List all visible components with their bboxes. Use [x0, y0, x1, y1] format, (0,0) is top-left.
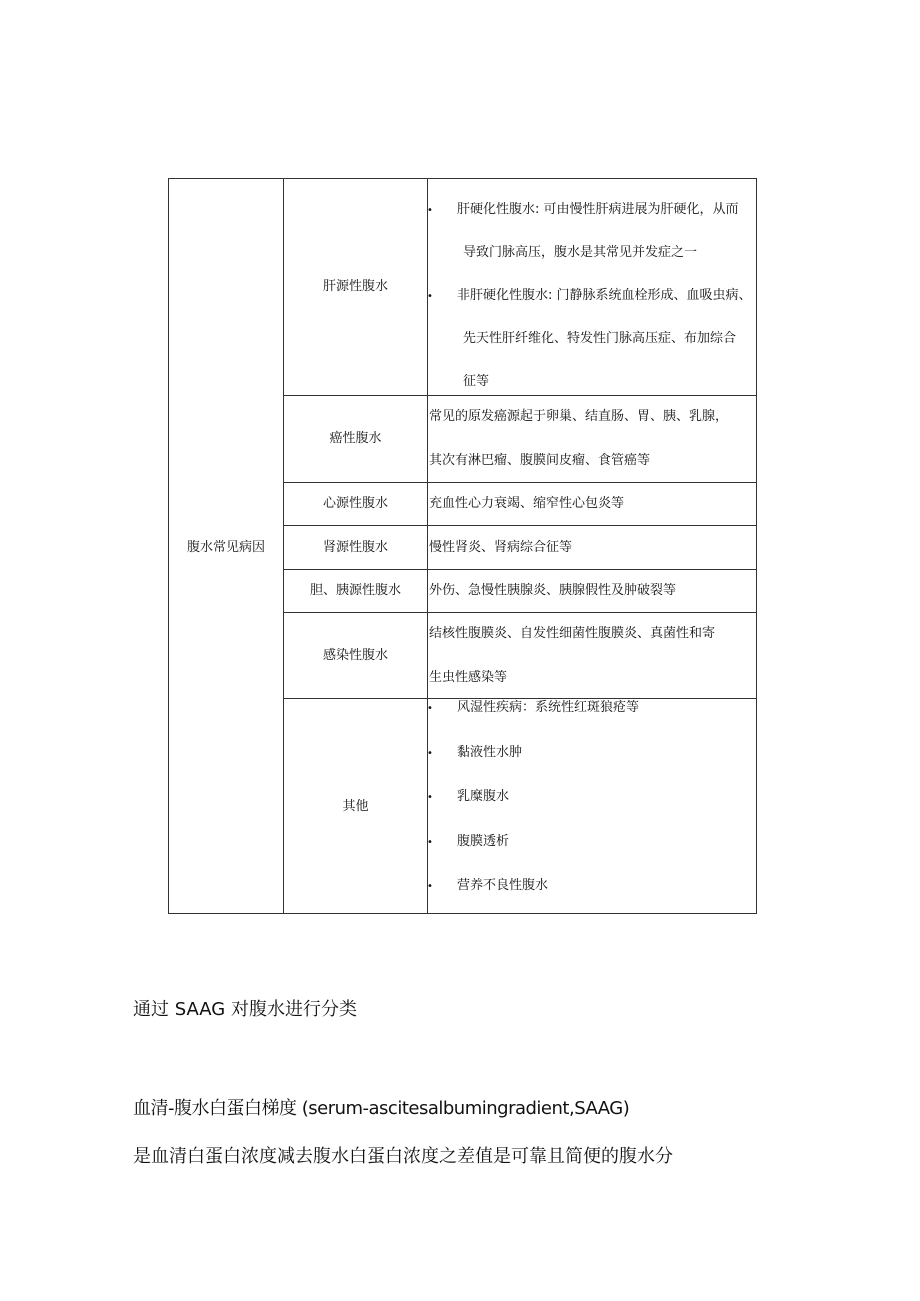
row-divider [283, 698, 756, 699]
bullet-icon: • [427, 748, 433, 759]
bullet-icon: • [427, 881, 433, 892]
row-line: 生虫性感染等 [429, 670, 508, 685]
row-divider [283, 569, 756, 570]
row-line: 乳糜腹水 [457, 789, 510, 804]
section-heading: 通过 SAAG 对腹水进行分类 [133, 999, 357, 1020]
row-type-label: 肾源性腹水 [322, 540, 388, 555]
row-line: 非肝硬化性腹水: 门静脉系统血栓形成、血吸虫病、 [457, 288, 752, 303]
row-type-label: 肝源性腹水 [322, 279, 388, 294]
row-type-label: 其他 [342, 799, 369, 814]
row-line: 黏液性水肿 [457, 745, 523, 760]
row-divider [283, 525, 756, 526]
row-type-label: 心源性腹水 [322, 496, 388, 511]
paragraph-line: 血清-腹水白蛋白梯度 (serum-ascitesalbumingradient,SAAG) [133, 1098, 630, 1119]
row-divider [283, 395, 756, 396]
causes-table [168, 178, 757, 914]
row-line: 结核性腹膜炎、自发性细菌性腹膜炎、真菌性和寄 [429, 626, 716, 641]
category-label: 腹水常见病因 [186, 540, 265, 555]
row-divider [283, 482, 756, 483]
row-divider [283, 612, 756, 613]
bullet-icon: • [427, 205, 433, 216]
row-line: 先天性肝纤维化、特发性门脉高压症、布加综合 [463, 331, 737, 346]
row-line: 征等 [463, 374, 490, 389]
row-line: 风湿性疾病：系统性红斑狼疮等 [457, 700, 640, 715]
row-line: 充血性心力衰竭、缩窄性心包炎等 [429, 496, 625, 511]
row-type-label: 胆、胰源性腹水 [309, 583, 401, 598]
row-type-label: 感染性腹水 [322, 648, 388, 663]
bullet-icon: • [427, 792, 433, 803]
row-line: 常见的原发癌源起于卵巢、结直肠、胃、胰、乳腺， [429, 409, 729, 424]
bullet-icon: • [427, 291, 433, 302]
row-line: 营养不良性腹水 [457, 878, 549, 893]
row-line: 导致门脉高压，腹水是其常见并发症之一 [463, 245, 698, 260]
paragraph-line: 是血清白蛋白浓度减去腹水白蛋白浓度之差值是可靠且简便的腹水分 [133, 1146, 673, 1167]
row-line: 外伤、急慢性胰腺炎、胰腺假性及肿破裂等 [429, 583, 677, 598]
row-line: 其次有淋巴瘤、腹膜间皮瘤、食管癌等 [429, 453, 651, 468]
row-line: 慢性肾炎、肾病综合征等 [429, 540, 573, 555]
row-line: 肝硬化性腹水: 可由慢性肝病进展为肝硬化，从而 [457, 202, 739, 217]
row-type-label: 癌性腹水 [329, 431, 382, 446]
bullet-icon: • [427, 837, 433, 848]
row-line: 腹膜透析 [457, 834, 510, 849]
bullet-icon: • [427, 703, 433, 714]
